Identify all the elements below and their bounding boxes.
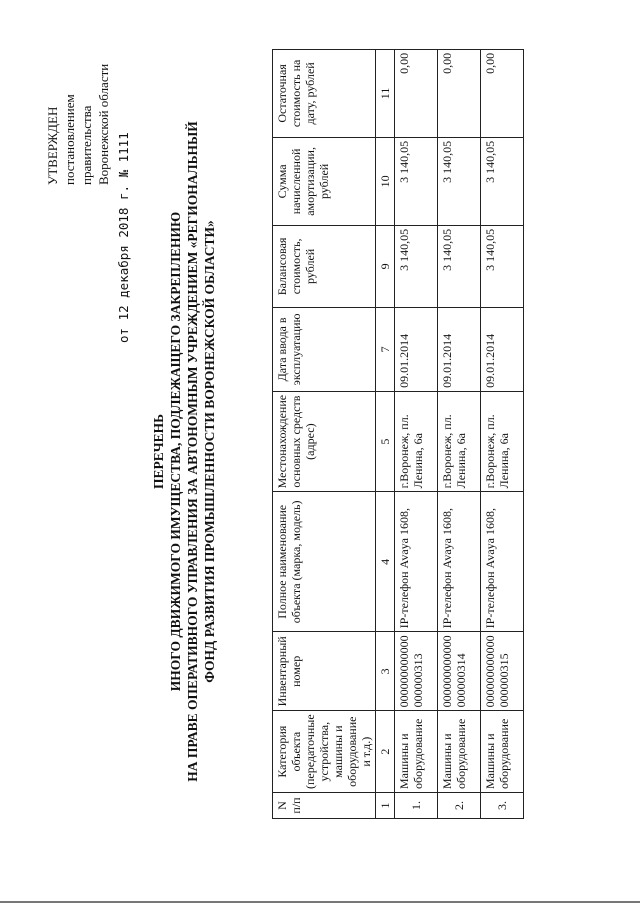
column-number-row bbox=[376, 49, 395, 818]
column-number: 10 bbox=[376, 137, 395, 225]
column-number: 1 bbox=[376, 793, 395, 819]
header-cell: Сумма начисленной амортизации, рублей bbox=[273, 137, 376, 225]
category-cell: Машины и оборудование bbox=[438, 711, 481, 793]
category-cell: Машины и оборудование bbox=[395, 711, 438, 793]
approval-line: правительства bbox=[79, 105, 94, 185]
column-number: 3 bbox=[376, 632, 395, 711]
header-cell: Инвентарный номер bbox=[273, 632, 376, 711]
document-title: ПЕРЕЧЕНЬ bbox=[151, 413, 166, 490]
residual-value-cell: 0,00 bbox=[438, 49, 481, 137]
column-number: 7 bbox=[376, 307, 395, 391]
depreciation-cell: 3 140,05 bbox=[481, 137, 524, 225]
location-cell: г.Воронеж, пл. Ленина, 6а bbox=[481, 391, 524, 491]
commission-date-cell: 09.01.2014 bbox=[481, 307, 524, 391]
row-index: 1. bbox=[395, 793, 438, 819]
header-cell: N п/п bbox=[273, 793, 376, 819]
table-row bbox=[395, 49, 438, 818]
column-number: 4 bbox=[376, 492, 395, 632]
column-number: 2 bbox=[376, 711, 395, 793]
header-cell: Полное наименование объекта (марка, модель) bbox=[273, 492, 376, 632]
column-number: 5 bbox=[376, 391, 395, 491]
property-table bbox=[272, 49, 524, 819]
balance-value-cell: 3 140,05 bbox=[395, 225, 438, 307]
approval-stamp bbox=[44, 15, 112, 185]
commission-date-cell: 09.01.2014 bbox=[438, 307, 481, 391]
row-index: 2. bbox=[438, 793, 481, 819]
table-row bbox=[438, 49, 481, 818]
document-subtitle: ИНОГО ДВИЖИМОГО ИМУЩЕСТВА, ПОДЛЕЖАЩЕГО ЗАКРЕПЛЕНИЮ bbox=[168, 211, 183, 692]
object-name-cell: IP-телефон Avaya 1608, bbox=[438, 492, 481, 632]
approval-line: УТВЕРЖДЕН bbox=[45, 106, 60, 185]
commission-date-cell: 09.01.2014 bbox=[395, 307, 438, 391]
balance-value-cell: 3 140,05 bbox=[481, 225, 524, 307]
column-number: 11 bbox=[376, 49, 395, 137]
approval-line: постановлением bbox=[62, 94, 77, 185]
object-name-cell: IP-телефон Avaya 1608, bbox=[395, 492, 438, 632]
object-name-cell: IP-телефон Avaya 1608, bbox=[481, 492, 524, 632]
location-cell: г.Воронеж, пл. Ленина, 6а bbox=[395, 391, 438, 491]
column-number: 9 bbox=[376, 225, 395, 307]
residual-value-cell: 0,00 bbox=[481, 49, 524, 137]
inventory-number-cell: 000000000000 000000315 bbox=[481, 632, 524, 711]
table-row bbox=[481, 49, 524, 818]
document-subtitle: НА ПРАВЕ ОПЕРАТИВНОГО УПРАВЛЕНИЯ ЗА АВТОНОМНЫМ УЧРЕЖДЕНИЕМ «РЕГИОНАЛЬНЫЙ bbox=[185, 121, 200, 782]
depreciation-cell: 3 140,05 bbox=[395, 137, 438, 225]
depreciation-cell: 3 140,05 bbox=[438, 137, 481, 225]
row-index: 3. bbox=[481, 793, 524, 819]
header-cell: Дата ввода в эксплуатацию bbox=[273, 307, 376, 391]
header-cell: Местонахождение основных средств (адрес) bbox=[273, 391, 376, 491]
category-cell: Машины и оборудование bbox=[481, 711, 524, 793]
location-cell: г.Воронеж, пл. Ленина, 6а bbox=[438, 391, 481, 491]
residual-value-cell: 0,00 bbox=[395, 49, 438, 137]
approval-line: Воронежской области bbox=[96, 63, 111, 185]
inventory-number-cell: 000000000000 000000314 bbox=[438, 632, 481, 711]
header-cell: Остаточная стоимость на дату, рублей bbox=[273, 49, 376, 137]
document-subtitle: ФОНД РАЗВИТИЯ ПРОМЫШЛЕННОСТИ ВОРОНЕЖСКОЙ ОБЛАСТИ» bbox=[202, 220, 217, 683]
table-header-row bbox=[273, 49, 376, 818]
balance-value-cell: 3 140,05 bbox=[438, 225, 481, 307]
header-cell: Балансовая стоимость, рублей bbox=[273, 225, 376, 307]
header-cell: Категория объекта (передаточные устройства, машины и оборудование и т.д.) bbox=[273, 711, 376, 793]
decree-date: от 12 декабря 2018 г. № 1111 bbox=[116, 132, 131, 343]
inventory-number-cell: 000000000000 000000313 bbox=[395, 632, 438, 711]
